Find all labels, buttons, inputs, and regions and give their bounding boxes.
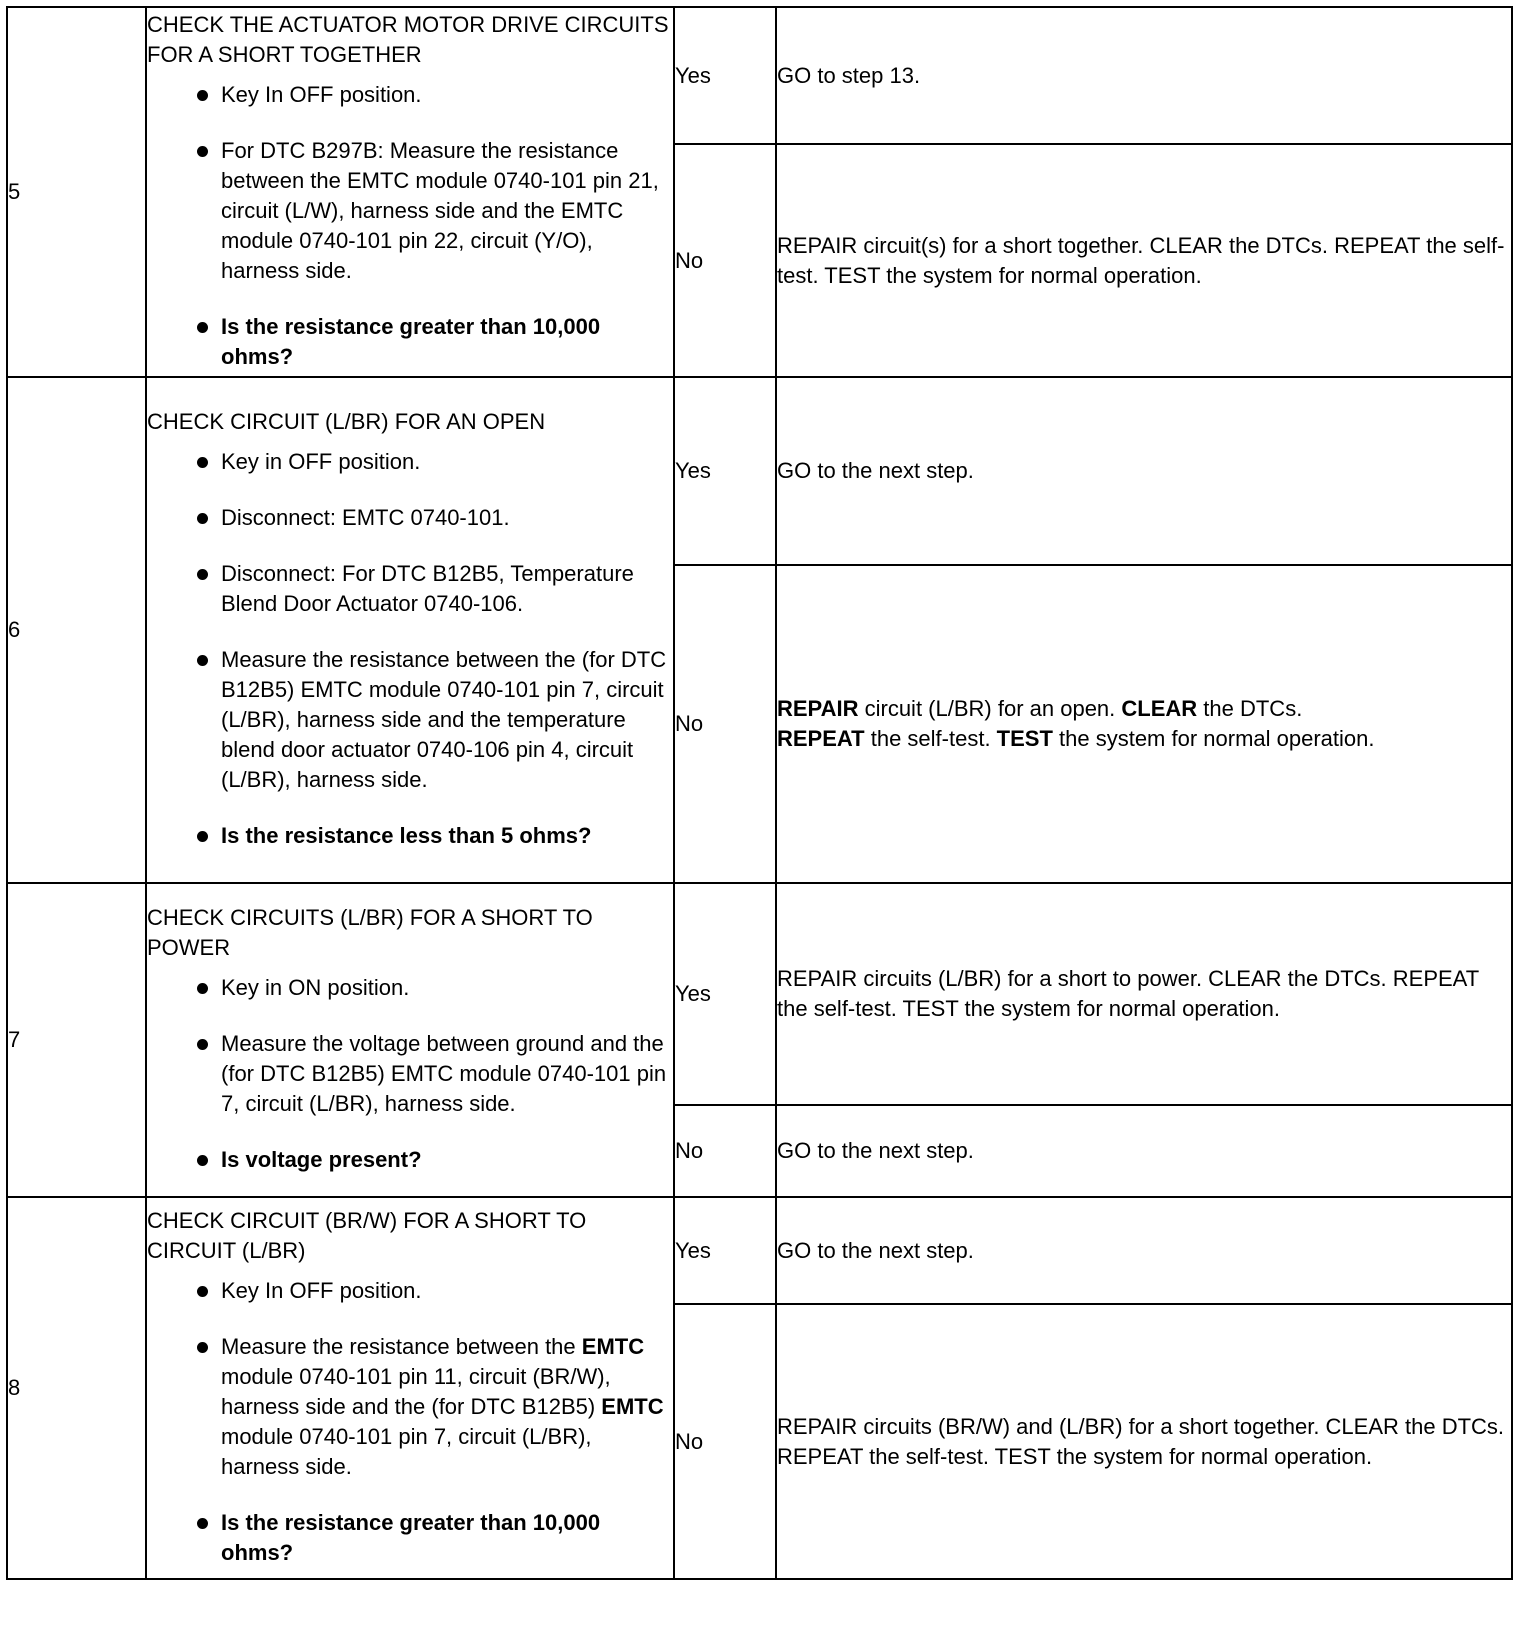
- step-number: 6: [7, 377, 146, 883]
- instruction-item: Measure the resistance between the EMTC module 0740-101 pin 11, circuit (BR/W), harness side and the (for DTC B12B5) EMTC module 0740-101 pin 7, circuit (L/BR), harness side.: [197, 1332, 673, 1482]
- instruction-item: Key In OFF position.: [197, 80, 673, 110]
- instruction-item: Key in ON position.: [197, 973, 673, 1003]
- answer-yes: Yes: [674, 1197, 776, 1304]
- step-heading: CHECK CIRCUITS (L/BR) FOR A SHORT TO POWER: [147, 905, 593, 960]
- answer-no: No: [674, 565, 776, 883]
- bullet-icon: [197, 983, 208, 994]
- instruction-item: Measure the resistance between the (for DTC B12B5) EMTC module 0740-101 pin 7, circuit (L/BR), harness side and the temperature blend door actuator 0740-106 pin 4, circuit (L/BR), harness side.: [197, 645, 673, 795]
- bullet-icon: [197, 1155, 208, 1166]
- result-yes: GO to the next step.: [776, 377, 1512, 565]
- instruction-question: Is the resistance less than 5 ohms?: [197, 821, 673, 851]
- step-number: 5: [7, 7, 146, 377]
- bullet-icon: [197, 322, 208, 333]
- step-6-yes-row: [7, 377, 1512, 565]
- answer-no: No: [674, 144, 776, 377]
- step-instructions: [147, 447, 673, 851]
- bullet-icon: [197, 90, 208, 101]
- result-yes: GO to step 13.: [776, 7, 1512, 144]
- step-5-yes-row: [7, 7, 1512, 144]
- step-7-yes-row: [7, 883, 1512, 1105]
- step-action: [146, 377, 674, 883]
- result-no: REPAIR circuits (BR/W) and (L/BR) for a short together. CLEAR the DTCs. REPEAT the self-test. TEST the system for normal operation.: [776, 1304, 1512, 1579]
- bullet-icon: [197, 457, 208, 468]
- step-instructions: [147, 80, 673, 372]
- instruction-question: Is voltage present?: [197, 1145, 673, 1175]
- step-action: [146, 883, 674, 1197]
- step-heading: CHECK CIRCUIT (L/BR) FOR AN OPEN: [147, 409, 546, 434]
- instruction-item: Disconnect: For DTC B12B5, Temperature Blend Door Actuator 0740-106.: [197, 559, 673, 619]
- answer-no: No: [674, 1304, 776, 1579]
- step-8-yes-row: [7, 1197, 1512, 1304]
- instruction-question: Is the resistance greater than 10,000 ohms?: [197, 312, 673, 372]
- bullet-icon: [197, 513, 208, 524]
- bullet-icon: [197, 1518, 208, 1529]
- step-heading: CHECK THE ACTUATOR MOTOR DRIVE CIRCUITS FOR A SHORT TOGETHER: [147, 12, 669, 67]
- instruction-question: Is the resistance greater than 10,000 ohms?: [197, 1508, 673, 1568]
- answer-no: No: [674, 1105, 776, 1197]
- result-yes: GO to the next step.: [776, 1197, 1512, 1304]
- instruction-item: Key in OFF position.: [197, 447, 673, 477]
- result-no: REPAIR circuit (L/BR) for an open. CLEAR the DTCs. REPEAT the self-test. TEST the system for normal operation.: [776, 565, 1512, 883]
- step-action: [146, 1197, 674, 1579]
- instruction-item: Measure the voltage between ground and the (for DTC B12B5) EMTC module 0740-101 pin 7, circuit (L/BR), harness side.: [197, 1029, 673, 1119]
- result-no: GO to the next step.: [776, 1105, 1512, 1197]
- bullet-icon: [197, 1286, 208, 1297]
- answer-yes: Yes: [674, 883, 776, 1105]
- answer-yes: Yes: [674, 377, 776, 565]
- step-number: 8: [7, 1197, 146, 1579]
- result-yes: REPAIR circuits (L/BR) for a short to power. CLEAR the DTCs. REPEAT the self-test. TEST the system for normal operation.: [776, 883, 1512, 1105]
- bullet-icon: [197, 655, 208, 666]
- step-heading: CHECK CIRCUIT (BR/W) FOR A SHORT TO CIRCUIT (L/BR): [147, 1208, 587, 1263]
- bullet-icon: [197, 831, 208, 842]
- step-instructions: [147, 973, 673, 1175]
- bullet-icon: [197, 1342, 208, 1353]
- step-instructions: [147, 1276, 673, 1568]
- instruction-item: Key In OFF position.: [197, 1276, 673, 1306]
- instruction-item: For DTC B297B: Measure the resistance between the EMTC module 0740-101 pin 21, circuit (L/W), harness side and the EMTC module 0740-101 pin 22, circuit (Y/O), harness side.: [197, 136, 673, 286]
- step-number: 7: [7, 883, 146, 1197]
- result-no: REPAIR circuit(s) for a short together. CLEAR the DTCs. REPEAT the self-test. TEST the system for normal operation.: [776, 144, 1512, 377]
- answer-yes: Yes: [674, 7, 776, 144]
- instruction-item: Disconnect: EMTC 0740-101.: [197, 503, 673, 533]
- diagnostic-procedure-table: [6, 6, 1513, 1580]
- bullet-icon: [197, 1039, 208, 1050]
- bullet-icon: [197, 146, 208, 157]
- step-action: [146, 7, 674, 377]
- bullet-icon: [197, 569, 208, 580]
